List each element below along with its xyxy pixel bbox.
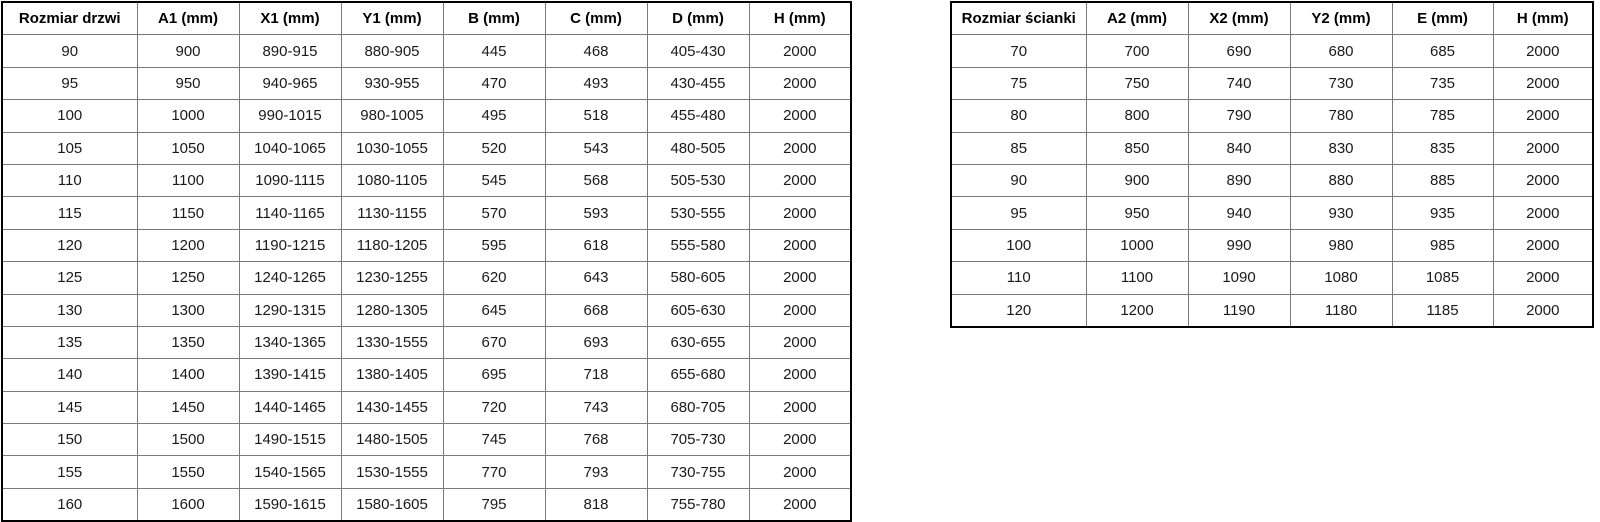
table-cell: 445 [443,35,545,67]
table-cell: 2000 [1493,164,1593,196]
table-cell: 930-955 [341,67,443,99]
table-row [2,67,851,99]
table-cell: 95 [951,197,1086,229]
table-cell: 2000 [1493,294,1593,327]
table-cell: 1080 [1290,262,1392,294]
table-cell: 2000 [1493,197,1593,229]
table-cell: 430-455 [647,67,749,99]
table-cell: 543 [545,132,647,164]
table-cell: 2000 [1493,229,1593,261]
table-cell: 1390-1415 [239,359,341,391]
table-row [951,229,1593,261]
table-row [2,294,851,326]
table-cell: 593 [545,197,647,229]
table-cell: 1480-1505 [341,424,443,456]
table-cell: 1430-1455 [341,391,443,423]
table-cell: 580-605 [647,262,749,294]
table-cell: 705-730 [647,424,749,456]
table-row [951,262,1593,294]
table-row [2,100,851,132]
table-row [2,229,851,261]
table-cell: 1190-1215 [239,229,341,261]
table-cell: 930 [1290,197,1392,229]
table-row [2,456,851,488]
table-cell: 95 [2,67,137,99]
table-cell: 2000 [1493,67,1593,99]
column-header: H (mm) [1493,2,1593,35]
table-cell: 1100 [137,164,239,196]
column-header: Rozmiar drzwi [2,2,137,35]
table-cell: 1500 [137,424,239,456]
table-cell: 1050 [137,132,239,164]
table-cell: 1200 [137,229,239,261]
table-cell: 1000 [137,100,239,132]
table-cell: 693 [545,326,647,358]
wall-size-table [950,1,1594,328]
table-row [951,132,1593,164]
table-cell: 730-755 [647,456,749,488]
table-row [2,391,851,423]
table-row [2,132,851,164]
column-header: C (mm) [545,2,647,35]
table-cell: 950 [1086,197,1188,229]
table-cell: 493 [545,67,647,99]
table-cell: 70 [951,35,1086,67]
table-cell: 555-580 [647,229,749,261]
table-cell: 1280-1305 [341,294,443,326]
table-cell: 570 [443,197,545,229]
table-cell: 818 [545,488,647,521]
table-cell: 668 [545,294,647,326]
table-cell: 1340-1365 [239,326,341,358]
table-row [951,35,1593,67]
table-cell: 850 [1086,132,1188,164]
table-cell: 520 [443,132,545,164]
table-cell: 680-705 [647,391,749,423]
header-row [951,2,1593,35]
table-cell: 120 [951,294,1086,327]
column-header: E (mm) [1392,2,1493,35]
table-cell: 730 [1290,67,1392,99]
column-header: Y2 (mm) [1290,2,1392,35]
table-cell: 1290-1315 [239,294,341,326]
table-cell: 85 [951,132,1086,164]
table-cell: 1590-1615 [239,488,341,521]
table-cell: 595 [443,229,545,261]
table-cell: 155 [2,456,137,488]
table-cell: 990 [1188,229,1290,261]
table-cell: 1550 [137,456,239,488]
table-cell: 2000 [1493,132,1593,164]
table-cell: 643 [545,262,647,294]
table-cell: 100 [951,229,1086,261]
table-row [2,424,851,456]
table-cell: 1040-1065 [239,132,341,164]
table-cell: 950 [137,67,239,99]
table-row [2,262,851,294]
table-cell: 690 [1188,35,1290,67]
table-cell: 1140-1165 [239,197,341,229]
column-header: A2 (mm) [1086,2,1188,35]
table-row [2,488,851,521]
table-cell: 2000 [749,67,851,99]
table-cell: 793 [545,456,647,488]
table-cell: 780 [1290,100,1392,132]
table-cell: 990-1015 [239,100,341,132]
table-cell: 1180-1205 [341,229,443,261]
table-cell: 743 [545,391,647,423]
table-cell: 670 [443,326,545,358]
table-cell: 1150 [137,197,239,229]
table-cell: 495 [443,100,545,132]
table-cell: 1185 [1392,294,1493,327]
table-cell: 505-530 [647,164,749,196]
table-cell: 785 [1392,100,1493,132]
table-cell: 685 [1392,35,1493,67]
table-cell: 75 [951,67,1086,99]
table-cell: 2000 [749,359,851,391]
table-cell: 1330-1555 [341,326,443,358]
table-cell: 655-680 [647,359,749,391]
table-cell: 2000 [749,456,851,488]
table-cell: 980-1005 [341,100,443,132]
table-cell: 1190 [1188,294,1290,327]
table-row [951,100,1593,132]
table-cell: 1440-1465 [239,391,341,423]
table-cell: 1400 [137,359,239,391]
table-cell: 940-965 [239,67,341,99]
column-header: Y1 (mm) [341,2,443,35]
table-cell: 2000 [749,326,851,358]
table-cell: 468 [545,35,647,67]
table-cell: 470 [443,67,545,99]
table-cell: 885 [1392,164,1493,196]
table-cell: 2000 [749,424,851,456]
table-cell: 135 [2,326,137,358]
table-cell: 518 [545,100,647,132]
table-cell: 1530-1555 [341,456,443,488]
table-cell: 740 [1188,67,1290,99]
table-cell: 160 [2,488,137,521]
table-cell: 140 [2,359,137,391]
column-header: X1 (mm) [239,2,341,35]
table-cell: 1030-1055 [341,132,443,164]
table-cell: 2000 [1493,100,1593,132]
column-header: Rozmiar ścianki [951,2,1086,35]
table-row [2,326,851,358]
table-cell: 2000 [749,35,851,67]
table-cell: 890-915 [239,35,341,67]
table-cell: 2000 [1493,262,1593,294]
table-cell: 750 [1086,67,1188,99]
header-row [2,2,851,35]
table-cell: 795 [443,488,545,521]
table-row [2,197,851,229]
table-cell: 940 [1188,197,1290,229]
table-cell: 110 [951,262,1086,294]
table-cell: 790 [1188,100,1290,132]
table-cell: 890 [1188,164,1290,196]
table-cell: 2000 [749,164,851,196]
table-cell: 695 [443,359,545,391]
table-cell: 110 [2,164,137,196]
table-cell: 1090 [1188,262,1290,294]
table-cell: 1000 [1086,229,1188,261]
table-cell: 1350 [137,326,239,358]
table-cell: 1200 [1086,294,1188,327]
table-cell: 720 [443,391,545,423]
table-cell: 620 [443,262,545,294]
table-cell: 630-655 [647,326,749,358]
column-header: B (mm) [443,2,545,35]
table-cell: 1450 [137,391,239,423]
table-cell: 480-505 [647,132,749,164]
table-cell: 1180 [1290,294,1392,327]
column-header: D (mm) [647,2,749,35]
table-cell: 2000 [1493,35,1593,67]
table-cell: 405-430 [647,35,749,67]
table-row [951,164,1593,196]
table-cell: 618 [545,229,647,261]
table-row [2,164,851,196]
table-row [951,294,1593,327]
door-size-table [1,1,852,522]
table-cell: 568 [545,164,647,196]
table-cell: 1600 [137,488,239,521]
table-cell: 150 [2,424,137,456]
table-cell: 2000 [749,294,851,326]
table-cell: 770 [443,456,545,488]
table-cell: 2000 [749,229,851,261]
table-cell: 840 [1188,132,1290,164]
table-row [2,359,851,391]
table-row [951,67,1593,99]
table-cell: 1090-1115 [239,164,341,196]
table-cell: 755-780 [647,488,749,521]
table-cell: 105 [2,132,137,164]
table-cell: 90 [2,35,137,67]
table-cell: 1100 [1086,262,1188,294]
table-cell: 545 [443,164,545,196]
table-row [951,197,1593,229]
table-cell: 1490-1515 [239,424,341,456]
table-cell: 2000 [749,132,851,164]
table-cell: 745 [443,424,545,456]
table-cell: 800 [1086,100,1188,132]
table-cell: 768 [545,424,647,456]
table-cell: 115 [2,197,137,229]
table-cell: 2000 [749,262,851,294]
table-cell: 985 [1392,229,1493,261]
table-cell: 835 [1392,132,1493,164]
table-cell: 1240-1265 [239,262,341,294]
table-cell: 1580-1605 [341,488,443,521]
table-cell: 1380-1405 [341,359,443,391]
table-cell: 100 [2,100,137,132]
table-cell: 935 [1392,197,1493,229]
table-cell: 980 [1290,229,1392,261]
table-row [2,35,851,67]
column-header: X2 (mm) [1188,2,1290,35]
table-cell: 125 [2,262,137,294]
table-cell: 680 [1290,35,1392,67]
table-cell: 2000 [749,391,851,423]
table-cell: 1230-1255 [341,262,443,294]
table-cell: 900 [137,35,239,67]
table-cell: 2000 [749,197,851,229]
table-cell: 645 [443,294,545,326]
table-cell: 1080-1105 [341,164,443,196]
table-cell: 80 [951,100,1086,132]
table-cell: 145 [2,391,137,423]
table-cell: 120 [2,229,137,261]
table-cell: 830 [1290,132,1392,164]
table-cell: 880 [1290,164,1392,196]
table-cell: 90 [951,164,1086,196]
table-cell: 605-630 [647,294,749,326]
table-cell: 1250 [137,262,239,294]
table-cell: 718 [545,359,647,391]
table-cell: 130 [2,294,137,326]
table-cell: 700 [1086,35,1188,67]
table-cell: 530-555 [647,197,749,229]
table-cell: 455-480 [647,100,749,132]
table-cell: 2000 [749,100,851,132]
table-cell: 1300 [137,294,239,326]
table-cell: 880-905 [341,35,443,67]
table-cell: 2000 [749,488,851,521]
table-cell: 1085 [1392,262,1493,294]
table-cell: 1540-1565 [239,456,341,488]
table-cell: 900 [1086,164,1188,196]
table-cell: 1130-1155 [341,197,443,229]
column-header: A1 (mm) [137,2,239,35]
column-header: H (mm) [749,2,851,35]
table-cell: 735 [1392,67,1493,99]
